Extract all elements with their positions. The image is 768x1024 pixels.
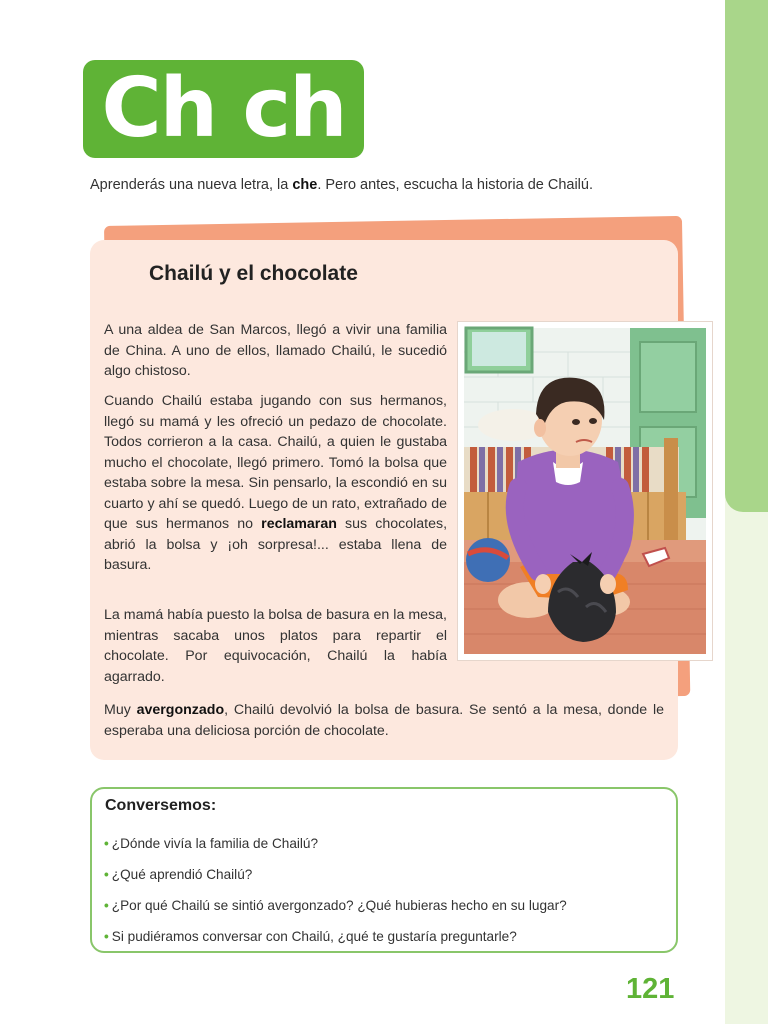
conversation-title: Conversemos:: [105, 797, 217, 814]
story-title: Chailú y el chocolate: [149, 262, 358, 285]
question-text: ¿Por qué Chailú se sintió avergonzado? ¿Qué hubieras hecho en su lugar?: [111, 898, 567, 913]
intro-after: . Pero antes, escucha la historia de Chailú.: [317, 177, 593, 193]
p2-text-b: sus chocolates, abrió la bolsa y ¡oh sorpresa!... estaba llena de basura.: [104, 516, 448, 573]
bullet-icon: •: [104, 929, 109, 944]
question-text: Si pudiéramos conversar con Chailú, ¿qué te gustaría preguntarle?: [111, 929, 517, 944]
p4-text-b: , Chailú devolvió la bolsa de basura. Se sentó a la mesa, donde le esperaba una deliciosa porción de chocolate.: [104, 702, 664, 739]
letter-title-box: [83, 60, 364, 158]
intro-bold: che: [292, 177, 318, 193]
section-tab: [725, 0, 768, 512]
p2-text-a: Cuando Chailú estaba jugando con sus hermanos, llegó su mamá y les ofreció un pedazo de chocolate. Todos corrieron a la casa. Chailú, a quien le gustaba mucho el chocolate, llegó primero. Tomó la bolsa que estaba sobre la mesa. Sin pensarlo, la escondió en su cuarto y ahí se quedó. Luego de un rato, extrañado de que sus hermanos no: [104, 393, 447, 532]
boy-with-trash-bag-image: [458, 322, 712, 660]
intro-before: Aprenderás una nueva letra, la: [90, 177, 293, 193]
intro-text: [90, 177, 710, 193]
page-number: 121: [626, 973, 675, 1005]
story-paragraph-2: [104, 391, 447, 576]
p4-bold: avergonzado: [136, 702, 225, 718]
question-text: ¿Dónde vivía la familia de Chailú?: [111, 836, 319, 851]
question-item: [104, 836, 318, 851]
story-paragraph-1: A una aldea de San Marcos, llegó a vivir una familia de China. A uno de ellos, llamado Chailú, le sucedió algo chistoso.: [104, 322, 447, 379]
question-item: [104, 898, 567, 913]
question-text: ¿Qué aprendió Chailú?: [111, 867, 253, 882]
bullet-icon: •: [104, 898, 109, 913]
p4-text-a: Muy: [104, 702, 137, 718]
story-illustration: [458, 322, 712, 660]
story-paragraph-4: [104, 700, 664, 741]
bullet-icon: •: [104, 836, 109, 851]
story-paragraph-3: La mamá había puesto la bolsa de basura en la mesa, mientras sacaba unos platos para repartir el chocolate. Por equivocación, Chailú la había agarrado.: [104, 607, 447, 685]
letter-title: Ch ch: [101, 61, 346, 156]
question-item: [104, 867, 252, 882]
p2-bold: reclamaran: [261, 516, 337, 532]
bullet-icon: •: [104, 867, 109, 882]
question-item: [104, 929, 517, 944]
